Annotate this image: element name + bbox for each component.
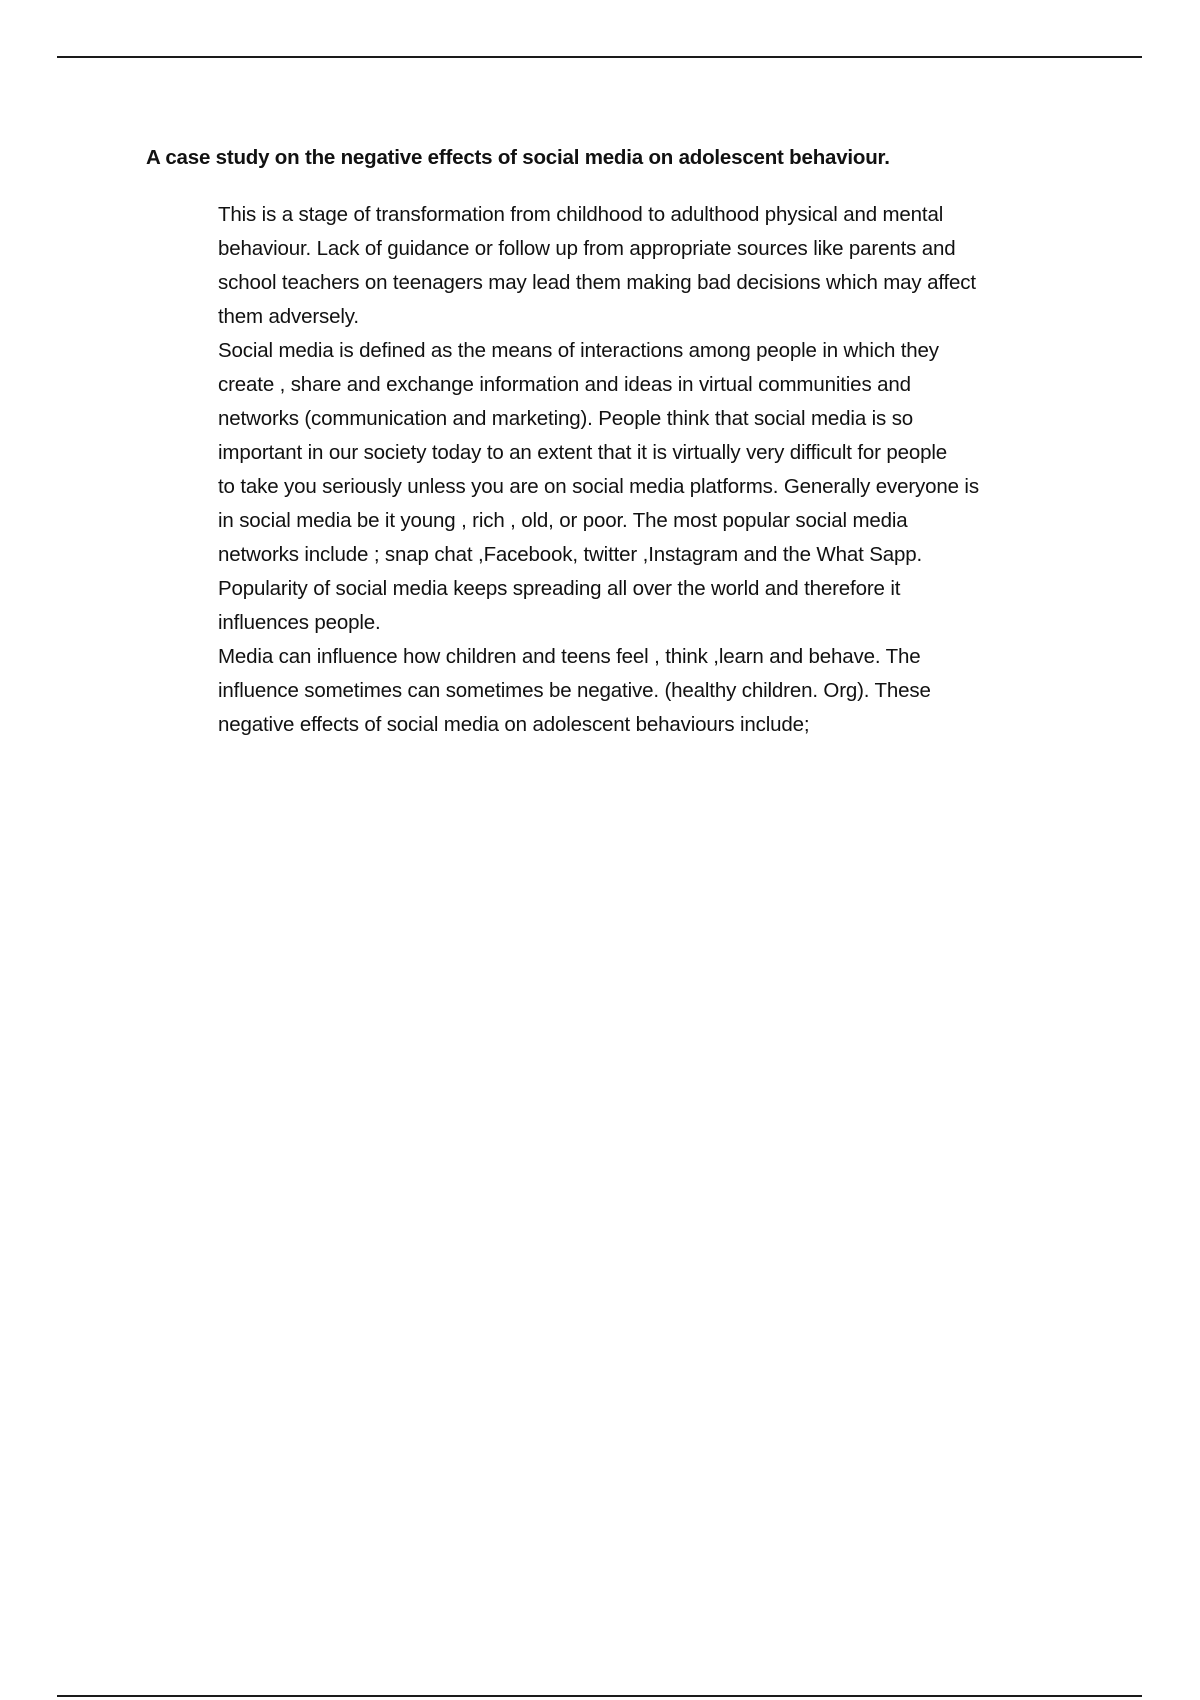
paragraph-social-media-definition <box>218 334 1118 640</box>
text-line: Media can influence how children and teens feel , think ,learn and behave. The <box>218 645 921 668</box>
text-line: networks (communication and marketing). People think that social media is so <box>218 407 914 430</box>
paragraph-intro <box>218 198 1118 334</box>
footer-rule <box>57 1695 1142 1697</box>
text-line: networks include ; snap chat ,Facebook, twitter ,Instagram and the What Sapp. <box>218 543 923 566</box>
text-line: negative effects of social media on adolescent behaviours include; <box>218 713 810 736</box>
text-line: in social media be it young , rich , old, or poor. The most popular social media <box>218 509 908 532</box>
text-line: behaviour. Lack of guidance or follow up from appropriate sources like parents and <box>218 237 956 260</box>
text-line: Social media is defined as the means of interactions among people in which they <box>218 339 939 362</box>
text-line: influence sometimes can sometimes be negative. (healthy children. Org). These <box>218 679 931 702</box>
text-line: create , share and exchange information and ideas in virtual communities and <box>218 373 911 396</box>
text-line: to take you seriously unless you are on social media platforms. Generally everyone is <box>218 475 979 498</box>
document-body <box>218 198 1118 742</box>
text-line: school teachers on teenagers may lead them making bad decisions which may affect <box>218 271 976 294</box>
document-title: A case study on the negative effects of social media on adolescent behaviour. <box>146 146 890 169</box>
text-line: Popularity of social media keeps spreading all over the world and therefore it <box>218 577 901 600</box>
paragraph-media-influence <box>218 640 1118 742</box>
text-line: them adversely. <box>218 305 359 328</box>
text-line: influences people. <box>218 611 381 634</box>
text-line: important in our society today to an extent that it is virtually very difficult for people <box>218 441 948 464</box>
header-rule <box>57 56 1142 58</box>
text-line: This is a stage of transformation from childhood to adulthood physical and mental <box>218 203 944 226</box>
